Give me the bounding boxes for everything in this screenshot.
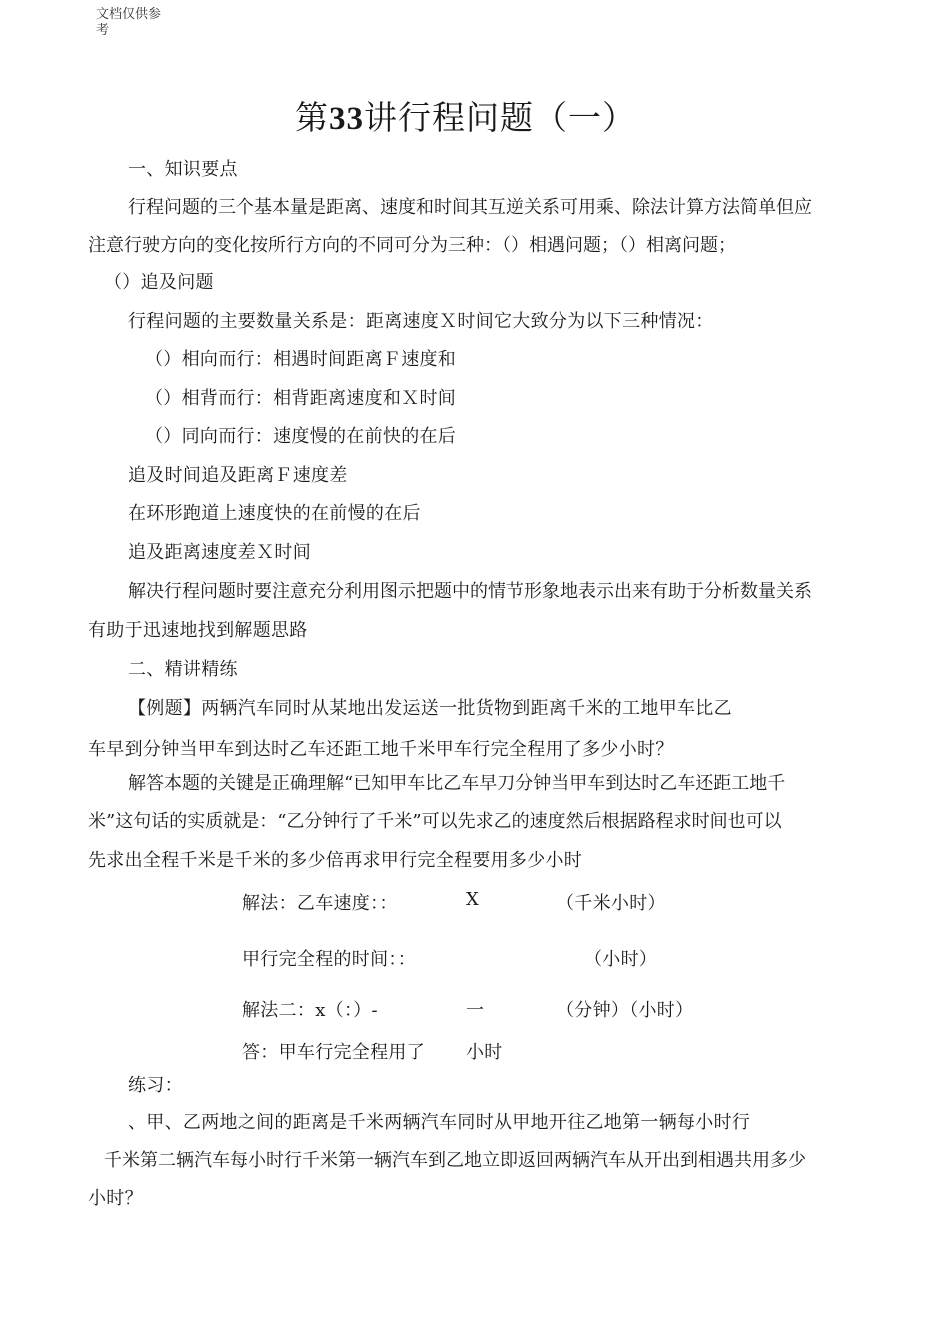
solution-label: 甲行完全程的时间：： bbox=[242, 949, 416, 970]
analysis-line: 米”这句话的实质就是：“乙分钟行了千米”可以先求乙的速度然后根据路程求时间也可以 bbox=[88, 811, 782, 832]
paragraph-line: 追及距离速度差Ｘ时间 bbox=[128, 542, 311, 563]
paragraph-line: 解决行程问题时要注意充分利用图示把题中的情节形象地表示出来有助于分析数量关系 bbox=[128, 581, 812, 602]
list-item: （）同向而行：速度慢的在前快的在后 bbox=[145, 426, 457, 447]
solution-operator: X bbox=[466, 889, 480, 910]
example-line: 【例题】两辆汽车同时从某地出发运送一批货物到距离千米的工地甲车比乙 bbox=[128, 698, 732, 719]
solution-label: 解法：乙车速度：： bbox=[242, 893, 398, 914]
analysis-line: 解答本题的关键是正确理解“已知甲车比乙车早刀分钟当甲车到达时乙车还距工地千 bbox=[128, 773, 786, 794]
solution-unit: （千米小时） bbox=[556, 893, 666, 914]
paragraph-line: 注意行驶方向的变化按所行方向的不同可分为三种：（）相遇问题；（）相离问题； bbox=[88, 235, 736, 256]
paragraph-line: （）追及问题 bbox=[104, 272, 214, 293]
title-suffix: 讲行程问题（一） bbox=[364, 98, 636, 137]
solution-unit: （小时） bbox=[584, 949, 658, 970]
header-note-line2: 考 bbox=[96, 23, 110, 38]
analysis-line: 先求出全程千米是千米的多少倍再求甲行完全程要用多少小时 bbox=[88, 850, 583, 871]
answer-label: 答：甲车行完全程用了 bbox=[242, 1042, 425, 1063]
exercise-line: 、甲、乙两地之间的距离是千米两辆汽车同时从甲地开往乙地第一辆每小时行 bbox=[128, 1112, 751, 1133]
exercise-line: 千米第二辆汽车每小时行千米第一辆汽车到乙地立即返回两辆汽车从开出到相遇共用多少 bbox=[104, 1150, 806, 1171]
paragraph-line: 行程问题的主要数量关系是：距离速度Ｘ时间它大致分为以下三种情况： bbox=[128, 311, 714, 332]
page-title bbox=[295, 92, 636, 139]
title-prefix: 第 bbox=[295, 98, 329, 137]
paragraph-line: 追及时间追及距离Ｆ速度差 bbox=[128, 465, 348, 486]
list-item: （）相向而行：相遇时间距离Ｆ速度和 bbox=[145, 349, 457, 370]
header-note-line1: 文档仅供参 bbox=[96, 7, 162, 22]
paragraph-line: 有助于迅速地找到解题思路 bbox=[88, 620, 308, 641]
section-heading-practice: 二、精讲精练 bbox=[128, 659, 238, 680]
paragraph-line: 行程问题的三个基本量是距离、速度和时间其互逆关系可用乘、除法计算方法简单但应 bbox=[128, 197, 812, 218]
solution-operator: 一 bbox=[466, 1000, 485, 1021]
solution-unit: （分钟）（小时） bbox=[556, 1000, 694, 1021]
example-line: 车早到分钟当甲车到达时乙车还距工地千米甲车行完全程用了多少小时？ bbox=[88, 739, 674, 760]
solution-label: 解法二：x（：）- bbox=[242, 1000, 378, 1021]
paragraph-line: 在环形跑道上速度快的在前慢的在后 bbox=[128, 503, 421, 524]
section-heading-knowledge: 一、知识要点 bbox=[128, 159, 238, 180]
list-item: （）相背而行：相背距离速度和Ｘ时间 bbox=[145, 388, 457, 409]
practice-heading: 练习： bbox=[128, 1075, 183, 1096]
title-number: 33 bbox=[329, 101, 364, 137]
answer-unit: 小时 bbox=[466, 1042, 503, 1063]
exercise-line: 小时？ bbox=[88, 1188, 143, 1209]
